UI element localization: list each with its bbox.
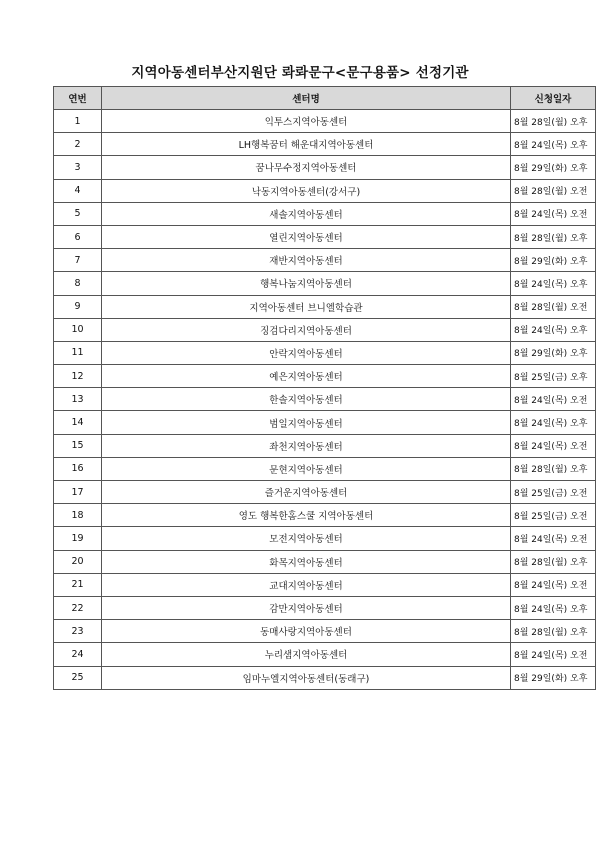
center-name: 낙동지역아동센터(강서구) <box>102 179 511 202</box>
center-name: 열린지역아동센터 <box>102 225 511 248</box>
center-name: 범일지역아동센터 <box>102 411 511 434</box>
apply-date: 8월 24일(목) 오전 <box>511 202 596 225</box>
row-number: 12 <box>54 365 102 388</box>
row-number: 15 <box>54 434 102 457</box>
row-number: 9 <box>54 295 102 318</box>
apply-date: 8월 29일(화) 오후 <box>511 341 596 364</box>
header-apply-date: 신청일자 <box>511 87 596 110</box>
row-number: 13 <box>54 388 102 411</box>
table-row <box>54 249 596 272</box>
apply-date: 8월 29일(화) 오후 <box>511 156 596 179</box>
center-name: 임마누엘지역아동센터(동래구) <box>102 666 511 689</box>
table-row <box>54 225 596 248</box>
apply-date: 8월 28일(월) 오후 <box>511 620 596 643</box>
row-number: 23 <box>54 620 102 643</box>
header-no: 연번 <box>54 87 102 110</box>
table-row <box>54 596 596 619</box>
table-row <box>54 110 596 133</box>
center-name: LH행복꿈터 해운대지역아동센터 <box>102 133 511 156</box>
row-number: 6 <box>54 225 102 248</box>
center-name: 행복나눔지역아동센터 <box>102 272 511 295</box>
apply-date: 8월 24일(목) 오후 <box>511 272 596 295</box>
center-name: 영도 행복한홈스쿨 지역아동센터 <box>102 504 511 527</box>
table-row <box>54 365 596 388</box>
center-name: 누리샘지역아동센터 <box>102 643 511 666</box>
center-name: 안락지역아동센터 <box>102 341 511 364</box>
apply-date: 8월 24일(목) 오전 <box>511 527 596 550</box>
row-number: 3 <box>54 156 102 179</box>
table-row <box>54 202 596 225</box>
apply-date: 8월 24일(목) 오후 <box>511 318 596 341</box>
apply-date: 8월 28일(월) 오후 <box>511 225 596 248</box>
apply-date: 8월 28일(월) 오전 <box>511 179 596 202</box>
table-row <box>54 481 596 504</box>
apply-date: 8월 24일(목) 오전 <box>511 388 596 411</box>
center-name: 좌천지역아동센터 <box>102 434 511 457</box>
table-row <box>54 504 596 527</box>
apply-date: 8월 25일(금) 오후 <box>511 365 596 388</box>
row-number: 24 <box>54 643 102 666</box>
apply-date: 8월 24일(목) 오후 <box>511 596 596 619</box>
apply-date: 8월 25일(금) 오전 <box>511 504 596 527</box>
row-number: 11 <box>54 341 102 364</box>
table-row <box>54 643 596 666</box>
center-name: 예은지역아동센터 <box>102 365 511 388</box>
apply-date: 8월 28일(월) 오후 <box>511 457 596 480</box>
center-name: 새솔지역아동센터 <box>102 202 511 225</box>
apply-date: 8월 28일(월) 오후 <box>511 550 596 573</box>
document-title: 지역아동센터부산지원단 롸롸문구<문구용품> 선정기관 <box>131 65 469 81</box>
row-number: 7 <box>54 249 102 272</box>
apply-date: 8월 29일(화) 오후 <box>511 249 596 272</box>
table-row <box>54 457 596 480</box>
row-number: 18 <box>54 504 102 527</box>
row-number: 25 <box>54 666 102 689</box>
row-number: 20 <box>54 550 102 573</box>
apply-date: 8월 24일(목) 오전 <box>511 573 596 596</box>
center-name: 지역아동센터 브니엘학습관 <box>102 295 511 318</box>
table-row <box>54 295 596 318</box>
row-number: 8 <box>54 272 102 295</box>
center-name: 즐거운지역아동센터 <box>102 481 511 504</box>
row-number: 22 <box>54 596 102 619</box>
table-row <box>54 318 596 341</box>
center-name: 징검다리지역아동센터 <box>102 318 511 341</box>
row-number: 14 <box>54 411 102 434</box>
table-header-row <box>54 87 596 110</box>
row-number: 4 <box>54 179 102 202</box>
table-row <box>54 156 596 179</box>
center-name: 모전지역아동센터 <box>102 527 511 550</box>
table-row <box>54 666 596 689</box>
apply-date: 8월 24일(목) 오전 <box>511 643 596 666</box>
table-row <box>54 388 596 411</box>
row-number: 1 <box>54 110 102 133</box>
table-row <box>54 179 596 202</box>
header-center-name: 센터명 <box>102 87 511 110</box>
table-row <box>54 272 596 295</box>
apply-date: 8월 24일(목) 오전 <box>511 434 596 457</box>
table-row <box>54 620 596 643</box>
table-row <box>54 527 596 550</box>
apply-date: 8월 25일(금) 오전 <box>511 481 596 504</box>
center-name: 화목지역아동센터 <box>102 550 511 573</box>
table-row <box>54 550 596 573</box>
table-row <box>54 573 596 596</box>
row-number: 5 <box>54 202 102 225</box>
center-name: 재반지역아동센터 <box>102 249 511 272</box>
center-name: 문현지역아동센터 <box>102 457 511 480</box>
apply-date: 8월 24일(목) 오후 <box>511 411 596 434</box>
table-row <box>54 133 596 156</box>
row-number: 19 <box>54 527 102 550</box>
center-name: 동매사랑지역아동센터 <box>102 620 511 643</box>
apply-date: 8월 29일(화) 오후 <box>511 666 596 689</box>
table-row <box>54 341 596 364</box>
row-number: 16 <box>54 457 102 480</box>
row-number: 17 <box>54 481 102 504</box>
center-name: 감만지역아동센터 <box>102 596 511 619</box>
center-name: 교대지역아동센터 <box>102 573 511 596</box>
row-number: 10 <box>54 318 102 341</box>
apply-date: 8월 24일(목) 오후 <box>511 133 596 156</box>
apply-date: 8월 28일(월) 오후 <box>511 110 596 133</box>
center-name: 익투스지역아동센터 <box>102 110 511 133</box>
apply-date: 8월 28일(월) 오전 <box>511 295 596 318</box>
row-number: 21 <box>54 573 102 596</box>
center-name: 한솔지역아동센터 <box>102 388 511 411</box>
table-row <box>54 434 596 457</box>
center-table <box>53 86 596 690</box>
row-number: 2 <box>54 133 102 156</box>
table-row <box>54 411 596 434</box>
center-name: 꿈나무수정지역아동센터 <box>102 156 511 179</box>
